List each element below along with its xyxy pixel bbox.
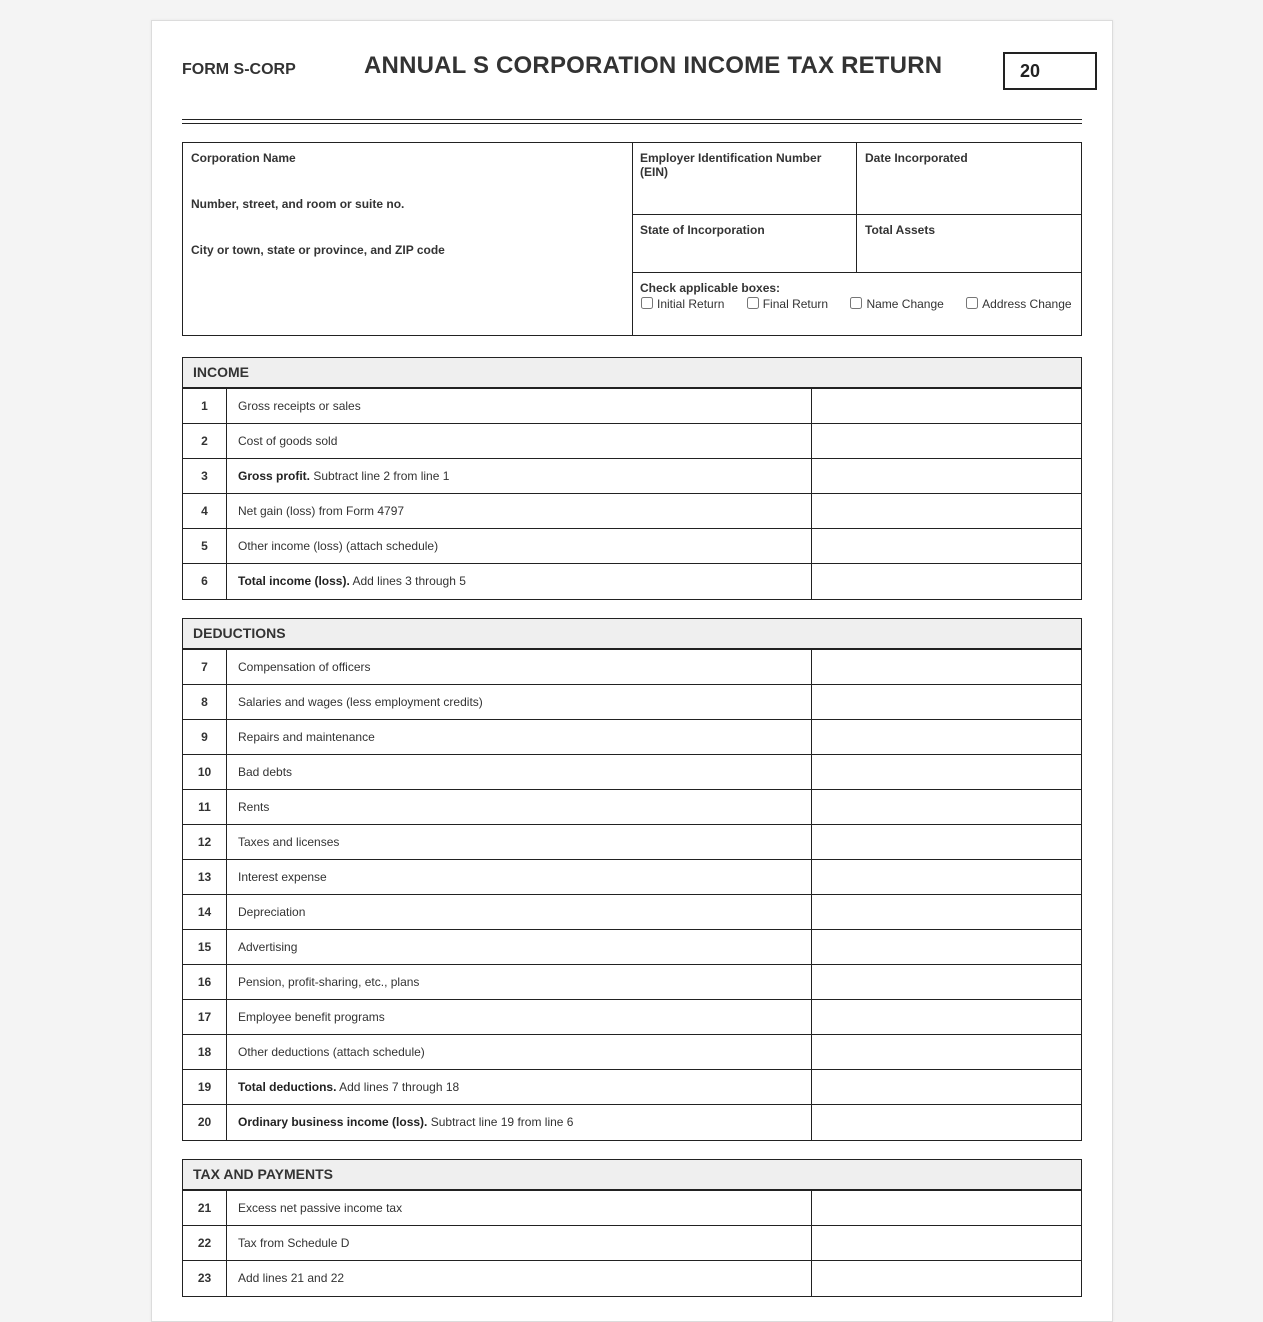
line-description-text: Repairs and maintenance: [238, 730, 375, 744]
header-double-rule: [182, 119, 1082, 124]
line-number: 15: [183, 930, 227, 964]
initial-return-option[interactable]: Initial Return: [640, 297, 724, 311]
amount-input[interactable]: [812, 1000, 1081, 1034]
amount-input[interactable]: [812, 1070, 1081, 1104]
line-number: 16: [183, 965, 227, 999]
line-description: [238, 424, 337, 458]
amount-cell[interactable]: [811, 1226, 1081, 1260]
amount-input[interactable]: [812, 755, 1081, 789]
address-change-option[interactable]: Address Change: [965, 297, 1071, 311]
line-item-row: [183, 494, 1081, 529]
line-number: 12: [183, 825, 227, 859]
amount-input[interactable]: [812, 459, 1081, 493]
line-description-text: Bad debts: [238, 765, 293, 779]
line-description-text: Depreciation: [238, 905, 306, 919]
amount-cell[interactable]: [811, 860, 1081, 894]
line-description: [238, 459, 449, 493]
amount-input[interactable]: [812, 1105, 1081, 1140]
amount-cell[interactable]: [811, 1105, 1081, 1140]
amount-cell[interactable]: [811, 1261, 1081, 1296]
amount-cell[interactable]: [811, 1000, 1081, 1034]
line-description-text: Excess net passive income tax: [238, 1201, 403, 1215]
checkboxes-title: Check applicable boxes:: [640, 281, 781, 295]
line-item-row: [183, 720, 1081, 755]
amount-input[interactable]: [812, 965, 1081, 999]
line-number: 9: [183, 720, 227, 754]
line-description: [238, 1070, 459, 1104]
amount-input[interactable]: [812, 1035, 1081, 1069]
deductions-section: [182, 618, 1082, 1141]
line-number: 7: [183, 650, 227, 684]
amount-cell[interactable]: [811, 790, 1081, 824]
corporation-info-grid: [182, 142, 1082, 336]
amount-cell[interactable]: [811, 720, 1081, 754]
income-section: [182, 357, 1082, 600]
line-description: [238, 1191, 402, 1225]
amount-input[interactable]: [812, 825, 1081, 859]
line-description-text: Taxes and licenses: [238, 835, 340, 849]
line-description-text: Other deductions (attach schedule): [238, 1045, 425, 1059]
line-number: 2: [183, 424, 227, 458]
amount-cell[interactable]: [811, 424, 1081, 458]
line-description: [238, 755, 292, 789]
amount-cell[interactable]: [811, 459, 1081, 493]
ein-label: Employer Identification Number (EIN): [640, 151, 822, 179]
initial-return-checkbox[interactable]: [641, 297, 653, 309]
line-description: [238, 1000, 385, 1034]
line-description-text: Interest expense: [238, 870, 327, 884]
amount-cell[interactable]: [811, 1191, 1081, 1225]
deductions-rows: [183, 650, 1081, 1140]
amount-input[interactable]: [812, 1261, 1081, 1296]
form-content: [182, 21, 1082, 1285]
line-item-row: [183, 860, 1081, 895]
amount-cell[interactable]: [811, 529, 1081, 563]
tax-payments-section-title: TAX AND PAYMENTS: [183, 1160, 1081, 1191]
name-change-checkbox[interactable]: [850, 297, 862, 309]
line-description-text: Pension, profit-sharing, etc., plans: [238, 975, 420, 989]
line-item-row: [183, 1226, 1081, 1261]
amount-input[interactable]: [812, 1191, 1081, 1225]
line-description: [238, 720, 375, 754]
amount-input[interactable]: [812, 930, 1081, 964]
amount-cell[interactable]: [811, 755, 1081, 789]
line-description: [238, 790, 269, 824]
line-number: 10: [183, 755, 227, 789]
line-description: [238, 650, 371, 684]
line-number: 4: [183, 494, 227, 528]
line-number: 23: [183, 1261, 227, 1296]
line-description-text: Tax from Schedule D: [238, 1236, 350, 1250]
line-item-row: [183, 930, 1081, 965]
amount-cell[interactable]: [811, 685, 1081, 719]
line-item-row: [183, 1035, 1081, 1070]
line-item-row: [183, 564, 1081, 599]
name-change-option[interactable]: Name Change: [849, 297, 943, 311]
amount-input[interactable]: [812, 529, 1081, 563]
amount-cell[interactable]: [811, 650, 1081, 684]
amount-input[interactable]: [812, 685, 1081, 719]
line-description: [238, 1105, 573, 1139]
form-title: ANNUAL S CORPORATION INCOME TAX RETURN: [364, 52, 943, 79]
income-section-title: INCOME: [183, 358, 1081, 389]
final-return-option[interactable]: Final Return: [746, 297, 828, 311]
amount-cell[interactable]: [811, 930, 1081, 964]
line-description-text: Compensation of officers: [238, 660, 371, 674]
line-item-row: [183, 459, 1081, 494]
amount-input[interactable]: [812, 895, 1081, 929]
amount-input[interactable]: [812, 790, 1081, 824]
amount-cell[interactable]: [811, 1035, 1081, 1069]
amount-cell[interactable]: [811, 494, 1081, 528]
line-description: [238, 1261, 344, 1295]
line-description-text: Add lines 3 through 5: [349, 574, 466, 588]
line-item-row: [183, 1261, 1081, 1296]
line-item-row: [183, 825, 1081, 860]
line-description: [238, 494, 404, 528]
ein-field[interactable]: [632, 143, 857, 215]
line-number: 11: [183, 790, 227, 824]
state-of-incorporation-field[interactable]: [632, 215, 857, 273]
line-number: 20: [183, 1105, 227, 1140]
line-description: [238, 860, 327, 894]
tax-year-input[interactable]: [1020, 54, 1080, 88]
line-number: 22: [183, 1226, 227, 1260]
line-item-row: [183, 755, 1081, 790]
applicable-boxes-group: [632, 273, 1081, 335]
form-header: [182, 21, 1082, 117]
amount-input[interactable]: [812, 860, 1081, 894]
line-item-row: [183, 685, 1081, 720]
line-description: [238, 1226, 349, 1260]
corporation-name-label: Corporation Name: [191, 151, 296, 165]
tax-payments-rows: [183, 1191, 1081, 1296]
amount-input[interactable]: [812, 389, 1081, 423]
line-description-text: Cost of goods sold: [238, 434, 338, 448]
address-change-checkbox[interactable]: [966, 297, 978, 309]
date-incorporated-field[interactable]: [857, 143, 1081, 215]
total-assets-field[interactable]: [857, 215, 1081, 273]
street-label: Number, street, and room or suite no.: [191, 197, 405, 211]
line-number: 14: [183, 895, 227, 929]
line-item-row: [183, 790, 1081, 825]
line-description-text: Subtract line 2 from line 1: [310, 469, 450, 483]
line-description: [238, 895, 305, 929]
line-description: [238, 1035, 425, 1069]
line-description-text: Salaries and wages (less employment credits): [238, 695, 483, 709]
line-item-row: [183, 895, 1081, 930]
line-item-row: [183, 529, 1081, 564]
tax-year-field[interactable]: [1003, 52, 1097, 90]
line-description-text: Gross receipts or sales: [238, 399, 361, 413]
line-description-text: Subtract line 19 from line 6: [427, 1115, 574, 1129]
line-description-text: Employee benefit programs: [238, 1010, 385, 1024]
line-description-text: Rents: [238, 800, 270, 814]
line-number: 19: [183, 1070, 227, 1104]
corporation-address-block[interactable]: [183, 143, 633, 335]
line-description-text: Net gain (loss) from Form 4797: [238, 504, 405, 518]
line-number: 6: [183, 564, 227, 599]
line-description-text: Other income (loss) (attach schedule): [238, 539, 439, 553]
deductions-section-title: DEDUCTIONS: [183, 619, 1081, 650]
amount-input[interactable]: [812, 1226, 1081, 1260]
line-number: 17: [183, 1000, 227, 1034]
line-number: 3: [183, 459, 227, 493]
line-description: [238, 685, 483, 719]
line-description: [238, 930, 297, 964]
date-incorporated-label: Date Incorporated: [865, 151, 968, 165]
line-number: 5: [183, 529, 227, 563]
line-number: 21: [183, 1191, 227, 1225]
line-item-row: [183, 965, 1081, 1000]
line-item-row: [183, 1105, 1081, 1140]
line-description: [238, 965, 419, 999]
amount-input[interactable]: [812, 494, 1081, 528]
amount-cell[interactable]: [811, 895, 1081, 929]
line-description-emphasis: Gross profit.: [238, 469, 311, 483]
total-assets-label: Total Assets: [865, 223, 936, 237]
city-label: City or town, state or province, and ZIP code: [191, 243, 445, 257]
line-item-row: [183, 1000, 1081, 1035]
state-of-incorporation-label: State of Incorporation: [640, 223, 765, 237]
line-description-text: Add lines 21 and 22: [238, 1271, 345, 1285]
line-number: 8: [183, 685, 227, 719]
amount-cell[interactable]: [811, 1070, 1081, 1104]
final-return-checkbox[interactable]: [747, 297, 759, 309]
amount-input[interactable]: [812, 650, 1081, 684]
amount-input[interactable]: [812, 564, 1081, 599]
line-description-emphasis: Total deductions.: [238, 1080, 337, 1094]
line-description: [238, 564, 466, 598]
line-item-row: [183, 389, 1081, 424]
line-number: 1: [183, 389, 227, 423]
line-description: [238, 389, 361, 423]
amount-cell[interactable]: [811, 389, 1081, 423]
amount-cell[interactable]: [811, 564, 1081, 599]
amount-input[interactable]: [812, 424, 1081, 458]
line-number: 18: [183, 1035, 227, 1069]
form-id: FORM S-CORP: [182, 61, 296, 78]
form-page: [151, 20, 1113, 1322]
amount-input[interactable]: [812, 720, 1081, 754]
amount-cell[interactable]: [811, 965, 1081, 999]
line-description: [238, 529, 438, 563]
line-number: 13: [183, 860, 227, 894]
line-description-emphasis: Ordinary business income (loss).: [238, 1115, 428, 1129]
line-description-text: Advertising: [238, 940, 298, 954]
line-item-row: [183, 650, 1081, 685]
amount-cell[interactable]: [811, 825, 1081, 859]
line-item-row: [183, 424, 1081, 459]
line-description-text: Add lines 7 through 18: [336, 1080, 460, 1094]
income-rows: [183, 389, 1081, 599]
line-item-row: [183, 1070, 1081, 1105]
line-item-row: [183, 1191, 1081, 1226]
tax-payments-section: [182, 1159, 1082, 1297]
line-description: [238, 825, 339, 859]
line-description-emphasis: Total income (loss).: [238, 574, 350, 588]
